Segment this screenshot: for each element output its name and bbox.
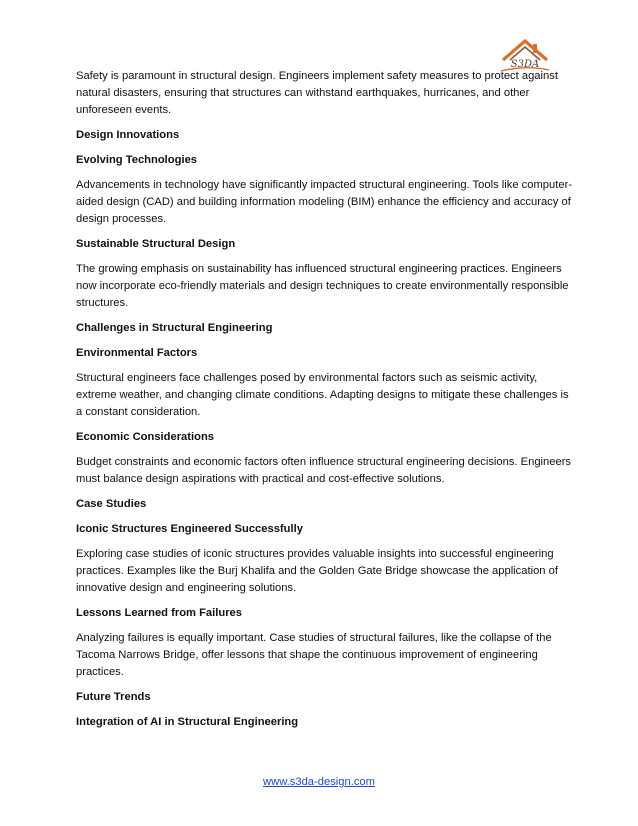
- body-paragraph: Analyzing failures is equally important. Case studies of structural failures, like the collapse of the Tacoma Narrows Bridge, offer lessons that shape the continuous improvement of engineering practices.: [76, 632, 552, 678]
- section-heading: Integration of AI in Structural Engineering: [76, 716, 299, 728]
- page-footer: [0, 775, 638, 789]
- section-heading: Economic Considerations: [76, 431, 215, 443]
- website-link[interactable]: www.s3da-design.com: [263, 776, 375, 788]
- section-heading: Sustainable Structural Design: [76, 238, 236, 250]
- body-paragraph: Advancements in technology have significantly impacted structural engineering. Tools like computer-aided design (CAD) and building information modeling (BIM) enhance the efficiency and accuracy of design processes.: [76, 179, 573, 225]
- body-paragraph: Exploring case studies of iconic structures provides valuable insights into successful engineering practices. Examples like the Burj Khalifa and the Golden Gate Bridge showcase the application of innovative design and engineering solutions.: [76, 548, 558, 594]
- svg-text:S3DA: S3DA: [510, 59, 540, 70]
- section-heading: Lessons Learned from Failures: [76, 607, 242, 619]
- document-body: [76, 68, 576, 739]
- section-heading: Future Trends: [76, 691, 151, 703]
- section-heading: Design Innovations: [76, 129, 180, 141]
- section-heading: Evolving Technologies: [76, 154, 198, 166]
- body-paragraph: Structural engineers face challenges posed by environmental factors such as seismic activity, extreme weather, and changing climate conditions. Adapting designs to mitigate these challenges is a constant consideration.: [76, 372, 569, 418]
- body-paragraph: Safety is paramount in structural design. Engineers implement safety measures to protect against natural disasters, ensuring that structures can withstand earthquakes, hurricanes, and other unforeseen events.: [76, 70, 558, 116]
- section-heading: Challenges in Structural Engineering: [76, 322, 273, 334]
- body-paragraph: The growing emphasis on sustainability has influenced structural engineering practices. Engineers now incorporate eco-friendly materials and design techniques to create environmentally responsible structures.: [76, 263, 569, 309]
- section-heading: Case Studies: [76, 498, 147, 510]
- section-heading: Environmental Factors: [76, 347, 198, 359]
- section-heading: Iconic Structures Engineered Successfully: [76, 523, 303, 535]
- body-paragraph: Budget constraints and economic factors often influence structural engineering decisions. Engineers must balance design aspirations with practical and cost-effective solutions.: [76, 456, 572, 485]
